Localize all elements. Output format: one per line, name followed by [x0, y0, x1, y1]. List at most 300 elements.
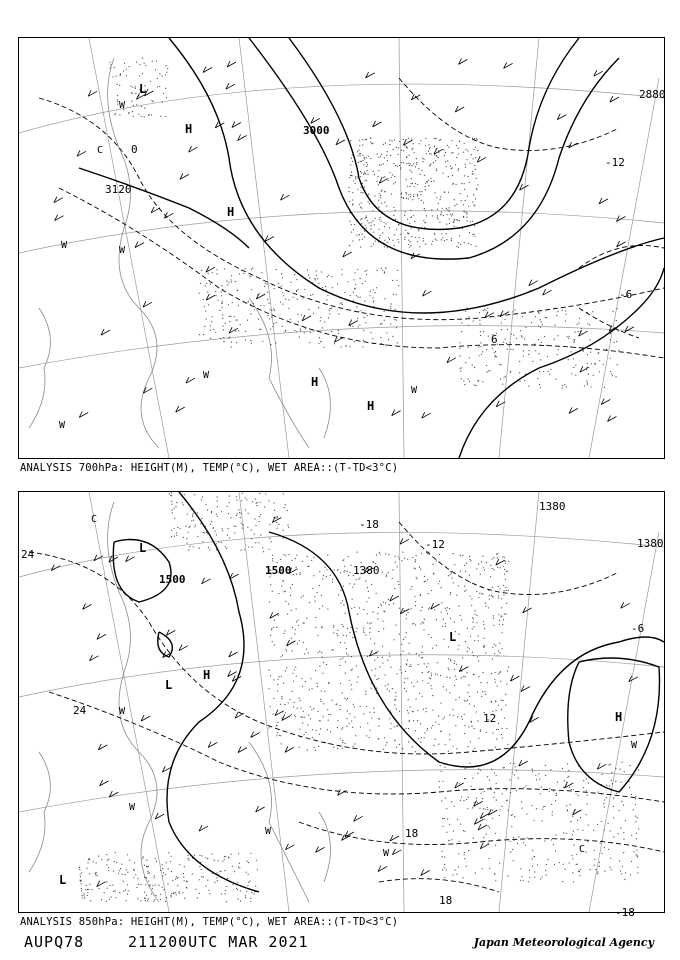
wet-dot — [352, 668, 353, 669]
wet-dot — [451, 152, 452, 153]
wet-dot — [638, 769, 639, 770]
wet-dot — [265, 493, 266, 494]
wet-dot — [449, 574, 450, 575]
wet-dot — [358, 326, 359, 327]
wet-dot — [407, 678, 408, 679]
wet-dot — [510, 841, 511, 842]
wet-dot — [426, 730, 427, 731]
wet-dot — [610, 371, 611, 372]
wet-dot — [432, 564, 433, 565]
wet-dot — [473, 204, 474, 205]
wet-dot — [119, 870, 120, 871]
wet-dot — [171, 501, 172, 502]
wet-dot — [414, 221, 415, 222]
wet-dot — [450, 618, 451, 619]
wet-dot — [541, 342, 542, 343]
wet-dot — [483, 624, 484, 625]
wet-dot — [461, 677, 462, 678]
wet-dot — [270, 541, 271, 542]
wet-dot — [384, 271, 385, 272]
wet-dot — [171, 896, 172, 897]
wet-dot — [170, 895, 171, 896]
wet-dot — [144, 897, 145, 898]
wet-dot — [421, 652, 422, 653]
wet-dot — [396, 280, 397, 281]
wet-dot — [513, 837, 514, 838]
wet-dot — [218, 300, 219, 301]
wet-dot — [351, 158, 352, 159]
wet-dot — [423, 220, 424, 221]
wet-dot — [457, 819, 458, 820]
wet-dot — [498, 597, 499, 598]
wet-dot — [403, 197, 404, 198]
wet-dot — [538, 339, 539, 340]
wet-dot — [354, 743, 355, 744]
wind-barb — [378, 866, 387, 872]
wet-dot — [142, 858, 143, 859]
wet-dot — [389, 656, 390, 657]
wet-dot — [449, 739, 450, 740]
wet-dot — [618, 833, 619, 834]
wet-dot — [366, 274, 367, 275]
wet-dot — [424, 663, 425, 664]
wet-dot — [344, 698, 345, 699]
wet-dot — [371, 225, 372, 226]
wet-dot — [236, 515, 237, 516]
wet-dot — [428, 609, 429, 610]
wet-dot — [552, 811, 553, 812]
wet-dot — [412, 746, 413, 747]
wet-dot — [454, 564, 455, 565]
wet-dot — [446, 689, 447, 690]
wet-dot — [147, 871, 148, 872]
wet-dot — [448, 210, 449, 211]
wet-dot — [353, 180, 354, 181]
wet-dot — [127, 884, 128, 885]
wet-dot — [336, 704, 337, 705]
wet-dot — [209, 549, 210, 550]
wet-dot — [613, 836, 614, 837]
wind-barb — [500, 311, 509, 317]
wet-dot — [173, 892, 174, 893]
wet-dot — [307, 566, 308, 567]
wet-dot — [127, 854, 128, 855]
wet-dot — [368, 174, 369, 175]
wet-dot — [393, 183, 394, 184]
wet-dot — [395, 165, 396, 166]
wet-dot — [319, 571, 320, 572]
wet-dot — [319, 734, 320, 735]
wet-dot — [440, 765, 441, 766]
wet-dot — [618, 350, 619, 351]
wet-dot — [579, 875, 580, 876]
wet-dot — [475, 872, 476, 873]
wet-dot — [294, 715, 295, 716]
wet-dot — [311, 709, 312, 710]
wet-dot — [508, 667, 509, 668]
wet-dot — [276, 269, 277, 270]
wet-dot — [535, 350, 536, 351]
wet-dot — [248, 882, 249, 883]
wet-dot — [425, 138, 426, 139]
wet-dot — [383, 749, 384, 750]
wet-dot — [620, 782, 621, 783]
wet-dot — [426, 181, 427, 182]
wet-dot — [449, 734, 450, 735]
wet-dot — [405, 230, 406, 231]
wet-dot — [373, 708, 374, 709]
wet-dot — [217, 500, 218, 501]
wet-dot — [510, 342, 511, 343]
wet-dot — [308, 715, 309, 716]
wet-dot — [296, 676, 297, 677]
wet-dot — [374, 195, 375, 196]
wet-dot — [573, 367, 574, 368]
wet-dot — [612, 783, 613, 784]
wet-dot — [321, 690, 322, 691]
wet-dot — [327, 555, 328, 556]
wet-dot — [399, 141, 400, 142]
wet-dot — [174, 528, 175, 529]
wet-dot — [149, 114, 150, 115]
wind-barb — [203, 67, 212, 73]
wet-dot — [422, 161, 423, 162]
wet-dot — [448, 575, 449, 576]
wet-dot — [393, 163, 394, 164]
wet-dot — [291, 714, 292, 715]
wet-dot — [270, 344, 271, 345]
wet-dot — [521, 335, 522, 336]
wet-dot — [464, 565, 465, 566]
wet-dot — [168, 852, 169, 853]
wet-dot — [349, 680, 350, 681]
wet-dot — [604, 806, 605, 807]
wet-dot — [443, 215, 444, 216]
wet-dot — [421, 657, 422, 658]
wet-dot — [221, 542, 222, 543]
wet-dot — [420, 610, 421, 611]
wet-dot — [301, 314, 302, 315]
wet-dot — [388, 572, 389, 573]
wet-dot — [495, 682, 496, 683]
wet-dot — [491, 595, 492, 596]
wet-dot — [610, 858, 611, 859]
wet-dot — [563, 864, 564, 865]
temp-label: -18 — [615, 906, 635, 919]
wet-dot — [611, 780, 612, 781]
wet-dot — [294, 702, 295, 703]
wet-dot — [320, 341, 321, 342]
wet-dot — [410, 241, 411, 242]
wet-dot — [384, 311, 385, 312]
wet-dot — [274, 510, 275, 511]
wet-dot — [135, 93, 136, 94]
wet-dot — [381, 190, 382, 191]
wet-dot — [451, 240, 452, 241]
wet-dot — [434, 146, 435, 147]
wet-dot — [193, 546, 194, 547]
wet-dot — [328, 743, 329, 744]
wet-dot — [280, 559, 281, 560]
wet-dot — [478, 346, 479, 347]
wet-dot — [578, 795, 579, 796]
wet-dot — [269, 524, 270, 525]
wet-dot — [471, 726, 472, 727]
wet-dot — [499, 620, 500, 621]
wet-dot — [203, 877, 204, 878]
wet-dot — [360, 219, 361, 220]
wet-dot — [351, 689, 352, 690]
wet-dot — [341, 729, 342, 730]
wet-dot — [468, 726, 469, 727]
wet-dot — [631, 835, 632, 836]
wet-dot — [636, 833, 637, 834]
wet-dot — [442, 237, 443, 238]
wet-dot — [366, 227, 367, 228]
wet-dot — [340, 642, 341, 643]
wet-dot — [458, 585, 459, 586]
temp-label: -12 — [605, 156, 625, 169]
wet-dot — [241, 523, 242, 524]
wet-dot — [621, 873, 622, 874]
wet-dot — [451, 839, 452, 840]
wet-dot — [486, 562, 487, 563]
wet-dot — [593, 830, 594, 831]
wet-dot — [199, 855, 200, 856]
wet-dot — [487, 776, 488, 777]
wet-dot — [360, 246, 361, 247]
wet-dot — [388, 339, 389, 340]
wet-dot — [474, 610, 475, 611]
wet-dot — [501, 700, 502, 701]
wet-dot — [362, 139, 363, 140]
wet-dot — [498, 705, 499, 706]
wet-dot — [384, 674, 385, 675]
wet-dot — [545, 870, 546, 871]
wet-dot — [326, 664, 327, 665]
wet-dot — [456, 219, 457, 220]
wet-dot — [324, 321, 325, 322]
wet-dot — [611, 869, 612, 870]
wet-dot — [519, 372, 520, 373]
wet-dot — [532, 771, 533, 772]
wet-dot — [444, 240, 445, 241]
wet-dot — [474, 165, 475, 166]
wet-dot — [242, 528, 243, 529]
wet-dot — [300, 700, 301, 701]
wet-dot — [359, 153, 360, 154]
wet-dot — [106, 864, 107, 865]
wet-dot — [379, 237, 380, 238]
wet-dot — [441, 612, 442, 613]
wet-dot — [460, 571, 461, 572]
wet-dot — [456, 204, 457, 205]
map-700hpa-canvas — [19, 38, 664, 458]
wet-dot — [636, 838, 637, 839]
wind-barb — [54, 197, 63, 203]
wet-dot — [424, 175, 425, 176]
wet-dot — [430, 178, 431, 179]
wind-barb — [251, 732, 260, 738]
wet-dot — [146, 877, 147, 878]
wet-dot — [140, 884, 141, 885]
wet-dot — [366, 706, 367, 707]
wet-dot — [283, 530, 284, 531]
wet-dot — [358, 676, 359, 677]
wet-dot — [89, 884, 90, 885]
wet-dot — [240, 890, 241, 891]
wet-dot — [418, 168, 419, 169]
wet-dot — [373, 232, 374, 233]
wet-dot — [503, 342, 504, 343]
wind-barb — [403, 139, 412, 145]
wet-dot — [469, 696, 470, 697]
wet-dot — [420, 569, 421, 570]
wet-dot — [174, 518, 175, 519]
wet-dot — [269, 601, 270, 602]
wet-dot — [504, 557, 505, 558]
wet-dot — [444, 864, 445, 865]
wet-dot — [448, 192, 449, 193]
wet-dot — [592, 311, 593, 312]
wet-dot — [211, 321, 212, 322]
wet-dot — [277, 517, 278, 518]
wet-dot — [205, 310, 206, 311]
wet-dot — [110, 885, 111, 886]
wet-dot — [171, 492, 172, 493]
wet-dot — [360, 278, 361, 279]
wet-dot — [352, 204, 353, 205]
wet-dot — [406, 614, 407, 615]
wet-dot — [251, 289, 252, 290]
wind-barb — [629, 676, 638, 682]
wet-dot — [460, 193, 461, 194]
wet-dot — [453, 582, 454, 583]
wet-dot — [424, 576, 425, 577]
wet-dot — [342, 727, 343, 728]
wet-dot — [149, 885, 150, 886]
wet-dot — [503, 619, 504, 620]
wet-dot — [409, 155, 410, 156]
wet-dot — [380, 195, 381, 196]
temp-label: -6 — [619, 288, 633, 301]
wet-dot — [505, 319, 506, 320]
wet-dot — [484, 628, 485, 629]
wet-dot — [347, 698, 348, 699]
wet-dot — [479, 808, 480, 809]
wet-dot — [456, 874, 457, 875]
wet-dot — [140, 900, 141, 901]
wet-dot — [312, 737, 313, 738]
wet-dot — [472, 138, 473, 139]
wet-dot — [277, 722, 278, 723]
wet-dot — [345, 743, 346, 744]
wet-dot — [366, 180, 367, 181]
wet-dot — [472, 171, 473, 172]
wet-dot — [372, 143, 373, 144]
wet-dot — [390, 172, 391, 173]
wet-dot — [357, 682, 358, 683]
wet-dot — [482, 351, 483, 352]
wet-dot — [420, 623, 421, 624]
wet-dot — [443, 619, 444, 620]
wet-dot — [408, 138, 409, 139]
wet-dot — [583, 787, 584, 788]
wet-dot — [106, 881, 107, 882]
wet-dot — [460, 244, 461, 245]
wet-dot — [601, 853, 602, 854]
wet-dot — [418, 198, 419, 199]
wet-dot — [219, 310, 220, 311]
wet-dot — [296, 279, 297, 280]
wet-dot — [391, 303, 392, 304]
map-850hpa — [18, 491, 665, 919]
warm-mark: W — [265, 826, 272, 837]
wet-dot — [629, 787, 630, 788]
wet-dot — [444, 877, 445, 878]
wet-dot — [133, 116, 134, 117]
wet-dot — [274, 310, 275, 311]
wet-dot — [511, 826, 512, 827]
wet-dot — [494, 356, 495, 357]
wet-dot — [176, 535, 177, 536]
wet-dot — [445, 233, 446, 234]
wet-dot — [267, 284, 268, 285]
wet-dot — [599, 371, 600, 372]
wet-dot — [441, 800, 442, 801]
wet-dot — [613, 817, 614, 818]
wet-dot — [617, 308, 618, 309]
wet-dot — [447, 209, 448, 210]
wet-dot — [347, 654, 348, 655]
wet-dot — [188, 858, 189, 859]
wet-dot — [378, 229, 379, 230]
wet-dot — [460, 555, 461, 556]
wet-dot — [467, 651, 468, 652]
wind-barb — [256, 293, 265, 299]
wet-dot — [302, 561, 303, 562]
wet-dot — [381, 203, 382, 204]
wet-dot — [370, 730, 371, 731]
wet-dot — [295, 558, 296, 559]
wet-dot — [522, 808, 523, 809]
agency-name: Japan Meteorological Agency — [473, 936, 654, 949]
wet-dot — [433, 162, 434, 163]
wet-dot — [392, 174, 393, 175]
wet-dot — [466, 590, 467, 591]
wet-dot — [252, 501, 253, 502]
wet-dot — [210, 325, 211, 326]
wet-dot — [373, 171, 374, 172]
wet-dot — [597, 873, 598, 874]
wet-dot — [464, 676, 465, 677]
wet-dot — [374, 660, 375, 661]
wet-dot — [446, 224, 447, 225]
wet-dot — [315, 279, 316, 280]
wet-dot — [406, 146, 407, 147]
wet-dot — [493, 797, 494, 798]
wet-dot — [249, 275, 250, 276]
wet-dot — [586, 369, 587, 370]
wet-dot — [603, 364, 604, 365]
wet-dot — [637, 855, 638, 856]
wet-dot — [377, 619, 378, 620]
wet-dot — [463, 211, 464, 212]
wet-dot — [468, 176, 469, 177]
wet-dot — [317, 635, 318, 636]
wet-dot — [620, 769, 621, 770]
wet-dot — [384, 298, 385, 299]
